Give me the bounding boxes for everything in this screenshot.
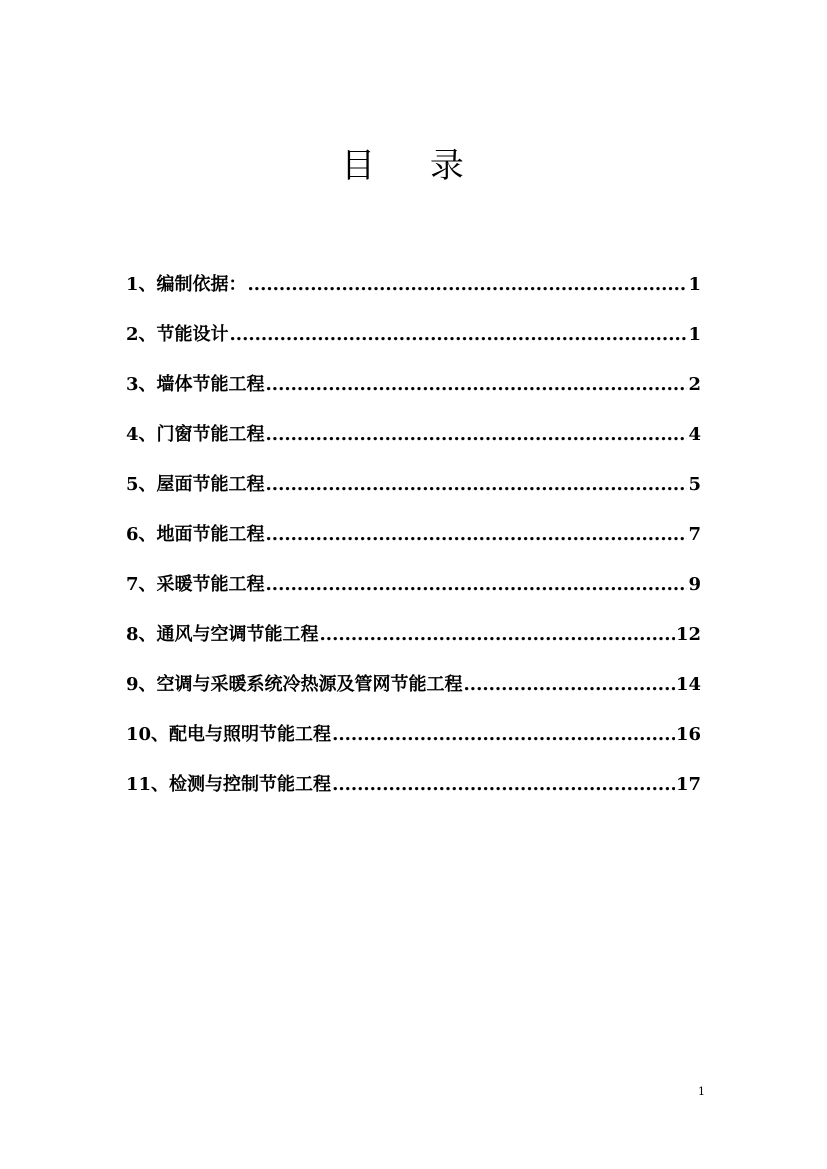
toc-entry[interactable] xyxy=(126,500,701,550)
toc-leader-dots xyxy=(266,370,688,400)
toc-entry-label: 10、配电与照明节能工程 xyxy=(126,724,332,745)
page-number: 1 xyxy=(698,1085,705,1098)
toc-entry-page: 12 xyxy=(675,624,701,645)
toc-entry-page: 4 xyxy=(688,424,701,445)
toc-entry[interactable] xyxy=(126,250,701,300)
toc-leader-dots xyxy=(332,770,675,800)
toc-leader-dots xyxy=(266,520,688,550)
toc-entry-label: 11、检测与控制节能工程 xyxy=(126,774,332,795)
toc-leader-dots xyxy=(266,470,688,500)
toc-leader-dots xyxy=(230,320,688,350)
toc-entry-page: 17 xyxy=(675,774,701,795)
toc-entry[interactable] xyxy=(126,650,701,700)
toc-entry-page: 5 xyxy=(688,474,701,495)
toc-entry[interactable] xyxy=(126,300,701,350)
toc-leader-dots xyxy=(464,670,675,700)
toc-entry-page: 14 xyxy=(675,674,701,695)
page-title: 目 录 xyxy=(341,146,486,186)
toc-entry-label: 9、空调与采暖系统冷热源及管网节能工程 xyxy=(126,674,463,695)
toc-entry-page: 7 xyxy=(688,524,701,545)
toc-entry[interactable] xyxy=(126,450,701,500)
toc-entry-page: 16 xyxy=(675,724,701,745)
toc-leader-dots xyxy=(248,270,688,300)
toc-entry[interactable] xyxy=(126,600,701,650)
toc-leader-dots xyxy=(266,420,688,450)
toc-entry-label: 6、地面节能工程 xyxy=(126,524,265,545)
toc-leader-dots xyxy=(320,620,675,650)
toc-entry-page: 9 xyxy=(688,574,701,595)
toc-entry-label: 8、通风与空调节能工程 xyxy=(126,624,319,645)
toc-entry-label: 7、采暖节能工程 xyxy=(126,574,265,595)
toc-entry-label: 2、节能设计 xyxy=(126,324,229,345)
toc-leader-dots xyxy=(332,720,675,750)
toc-entry-page: 1 xyxy=(688,324,701,345)
toc-entry-label: 5、屋面节能工程 xyxy=(126,474,265,495)
toc-entry-page: 1 xyxy=(688,274,701,295)
table-of-contents xyxy=(126,250,701,800)
toc-entry[interactable] xyxy=(126,350,701,400)
toc-entry-page: 2 xyxy=(688,374,701,395)
toc-entry-label: 1、编制依据： xyxy=(126,274,247,295)
toc-leader-dots xyxy=(266,570,688,600)
toc-entry[interactable] xyxy=(126,400,701,450)
toc-entry[interactable] xyxy=(126,700,701,750)
toc-entry-label: 3、墙体节能工程 xyxy=(126,374,265,395)
toc-entry-label: 4、门窗节能工程 xyxy=(126,424,265,445)
toc-entry[interactable] xyxy=(126,550,701,600)
toc-entry[interactable] xyxy=(126,750,701,800)
